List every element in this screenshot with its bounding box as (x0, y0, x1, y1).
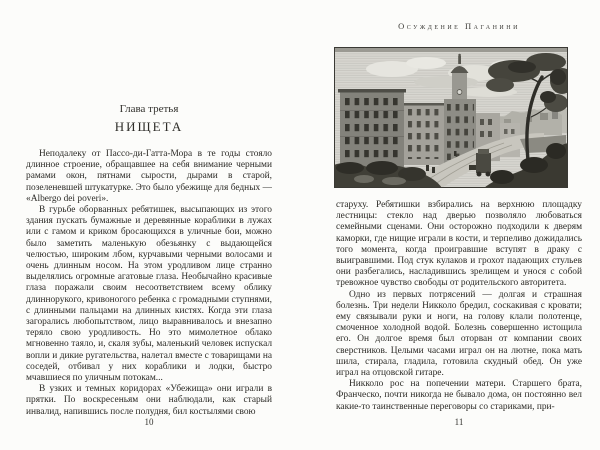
paragraph: Одно из первых потрясений — долгая и страшная болезнь. Три недели Никколо бредил, соскакивая с кровати; ему связывали руки и ноги, на голову клали полотенце, смоченное холодной водой. Болезнь совершенно истощила его. Он долгое время был оторван от компании своих сверстников. Целыми часами играл он на лютне, пока мать шила, стирала, гладила, готовила скудный обед. Он уже играл на отцовской гитаре. (336, 289, 582, 379)
running-head: Осуждение Паганини (398, 21, 520, 31)
engraving-image (334, 47, 568, 188)
engraving-wing-building (404, 103, 444, 165)
paragraph: Никколо рос на попечении матери. Старшего брата, Франческо, почти никогда не бывало дома, он постоянно вел какие-то таинственные переговоры со стариками, при- (336, 379, 582, 412)
page-number-right: 11 (454, 417, 464, 427)
right-page-body (336, 200, 582, 413)
engraving-palazzo (338, 89, 406, 167)
left-page-body (26, 149, 272, 418)
paragraph: старуху. Ребятишки взбирались на верхнюю площадку лестницы: стекло над дверью позволяло любоваться семейными сценами. Они осторожно подходили к дверям каморки, где нищие играли в кости, и терпеливо дожидались того момента, когда проигравшие вступят в драку с выигравшими. Под стук кулаков и грохот падающих стульев они разбегались, насладившись зрелищем и унося с собой тревожное чувство свободы от родительского авторитета. (336, 200, 582, 289)
paragraph: В узких и темных коридорах «Убежища» они играли в прятки. По воскресеньям они наблюдали, как старый инвалид, напившись после полудня, бил костылями свою (26, 384, 272, 417)
chapter-heading: Глава третья (119, 103, 179, 115)
paragraph: Неподалеку от Пассо-ди-Гатта-Мора в те годы стояло длинное строение, обращавшее на себя внимание черными рамами окон, пятнами сырости, дырами в старой, позеленевшей штукатурке. Это было убежище для бедных — «Albergo dei poveri». (26, 149, 272, 204)
page-number-left: 10 (144, 417, 154, 427)
illustration-engraving (334, 47, 568, 188)
paragraph: В гурьбе оборванных ребятишек, высыпающих из этого здания пускать бумажные и деревянные кораблики в лужах или с гамом и криком бросающихся в уличные бои, можно было заметить маленькую обезьянку с выдающейся челюстью, широким лбом, курчавыми черными волосами и очень длинным носом. На этом уродливом лице странно выделялись огромные агатовые глаза. Необычайно красивые глаза поражали своим несоответствием всему облику длиннорукого, кривоногого ребенка с громадными ступнями, с длинными пальцами на длинных кистях. Когда эти глаза загорались любопытством, лицо выравнивалось и внезапно теряло свою уродливость. Но это мимолетное облако мгновенно таяло, и, скаля зубы, маленький человек испускал вопли и дикие ругательства, налетал вместе с товарищами на соседей, отбивал у них кораблики и лодки, быстро мчавшиеся по уличным потокам... (26, 205, 272, 384)
chapter-title: НИЩЕТА (114, 119, 184, 134)
